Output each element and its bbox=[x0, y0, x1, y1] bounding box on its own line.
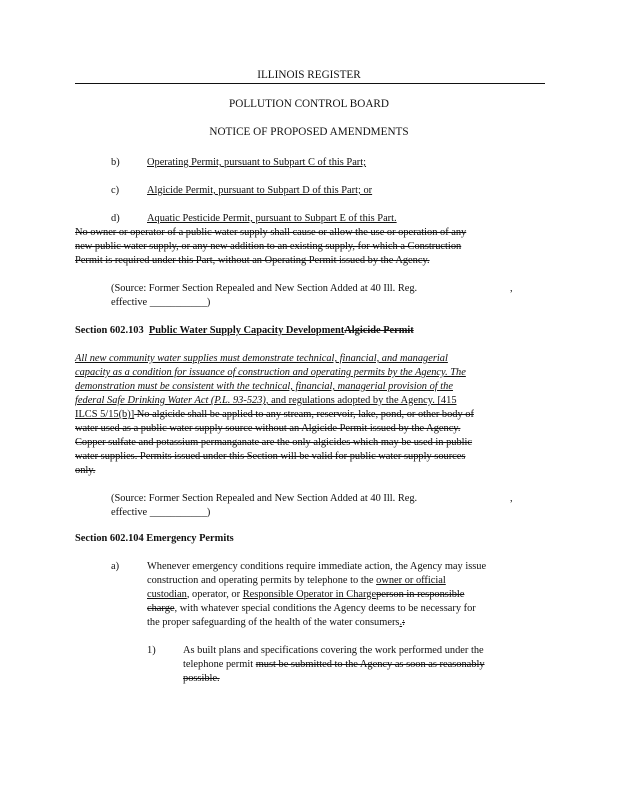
section-103-number: Section 602.103 bbox=[75, 325, 144, 336]
list-label-d: d) bbox=[111, 213, 120, 224]
source-note-2-comma: , bbox=[510, 493, 513, 504]
section-104-heading: Section 602.104 Emergency Permits bbox=[75, 533, 234, 544]
para-103-line: water used as a public water supply source without an Algicide Permit issued by the Agency. bbox=[75, 423, 461, 434]
source-note-1: (Source: Former Section Repealed and New Section Added at 40 Ill. Reg. bbox=[111, 283, 418, 294]
struck-text: must be submitted to the Agency as soon as reasonably bbox=[255, 659, 485, 670]
struck-text: person in responsible bbox=[376, 589, 465, 600]
item-a-line bbox=[147, 574, 446, 588]
struck-para-line: new public water supply, or any new addition to an existing supply, for which a Construction bbox=[75, 241, 462, 252]
list-item-c: Algicide Permit, pursuant to Subpart D of this Part; or bbox=[147, 185, 373, 196]
struck-text: charge bbox=[147, 603, 175, 614]
item-1-line bbox=[183, 658, 485, 672]
para-103-line: capacity as a condition for issuance of construction and operating permits by the Agency. The bbox=[75, 367, 466, 378]
struck-text: No algicide shall be applied to any stream, reservoir, lake, pond, or other body of bbox=[134, 409, 474, 420]
list-label-c: c) bbox=[111, 185, 120, 196]
item-a-line bbox=[147, 616, 405, 630]
item-1-line: As built plans and specifications covering the work performed under the bbox=[183, 645, 484, 656]
inserted-text: custodian bbox=[147, 589, 187, 600]
act-citation: federal Safe Drinking Water Act (P.L. 93-523) bbox=[75, 395, 266, 406]
item-1-label: 1) bbox=[147, 645, 156, 656]
notice-title: NOTICE OF PROPOSED AMENDMENTS bbox=[209, 126, 409, 138]
para-103-line: Copper sulfate and potassium permanganate are the only algicides which may be used in public bbox=[75, 437, 473, 448]
section-103-old-title: Algicide Permit bbox=[344, 325, 414, 336]
list-item-b: Operating Permit, pursuant to Subpart C of this Part; bbox=[147, 157, 367, 168]
struck-para-line: Permit is required under this Part, without an Operating Permit issued by the Agency. bbox=[75, 255, 430, 266]
para-103-line bbox=[75, 394, 457, 408]
struck-text: : bbox=[402, 617, 405, 628]
board-name: POLLUTION CONTROL BOARD bbox=[229, 98, 389, 110]
section-103-new-title: Public Water Supply Capacity Development bbox=[148, 325, 345, 336]
ilcs-citation: ILCS 5/15(b)] bbox=[75, 409, 135, 420]
register-header: ILLINOIS REGISTER bbox=[257, 69, 361, 81]
item-a-text: , operator, or bbox=[186, 589, 243, 600]
header-rule bbox=[75, 83, 545, 84]
para-103-line: demonstration must be consistent with the technical, financial, managerial provision of the bbox=[75, 381, 453, 392]
list-label-b: b) bbox=[111, 157, 120, 168]
item-a-text: construction and operating permits by telephone to the bbox=[147, 575, 377, 586]
item-1-text: telephone permit bbox=[183, 659, 256, 670]
para-103-line: water supplies. Permits issued under this Section will be valid for public water supply sources bbox=[75, 451, 466, 462]
source-note-1-effective: effective ___________) bbox=[111, 297, 211, 308]
source-note-1-comma: , bbox=[510, 283, 513, 294]
para-103-line: All new community water supplies must demonstrate technical, financial, and managerial bbox=[75, 353, 448, 364]
inserted-text: . bbox=[399, 617, 403, 628]
section-103-heading bbox=[75, 324, 414, 338]
source-note-2: (Source: Former Section Repealed and New Section Added at 40 Ill. Reg. bbox=[111, 493, 418, 504]
inserted-text: Responsible Operator in Charge bbox=[242, 589, 377, 600]
para-103-line: only. bbox=[75, 465, 96, 476]
struck-para-line: No owner or operator of a public water supply shall cause or allow the use or operation of any bbox=[75, 227, 467, 238]
act-citation-rest: , and regulations adopted by the Agency. [415 bbox=[265, 395, 457, 406]
item-a-label: a) bbox=[111, 561, 120, 572]
item-a-line bbox=[147, 602, 476, 616]
item-1-line: possible. bbox=[183, 673, 220, 684]
para-103-line bbox=[75, 408, 474, 422]
source-note-2-effective: effective ___________) bbox=[111, 507, 211, 518]
item-a-line: Whenever emergency conditions require immediate action, the Agency may issue bbox=[147, 561, 487, 572]
list-item-d: Aquatic Pesticide Permit, pursuant to Subpart E of this Part. bbox=[147, 213, 397, 224]
item-a-text: , with whatever special conditions the Agency deems to be necessary for bbox=[174, 603, 476, 614]
item-a-text: the proper safeguarding of the health of the water consumers bbox=[147, 617, 400, 628]
inserted-text: owner or official bbox=[376, 575, 446, 586]
item-a-line bbox=[147, 588, 464, 602]
